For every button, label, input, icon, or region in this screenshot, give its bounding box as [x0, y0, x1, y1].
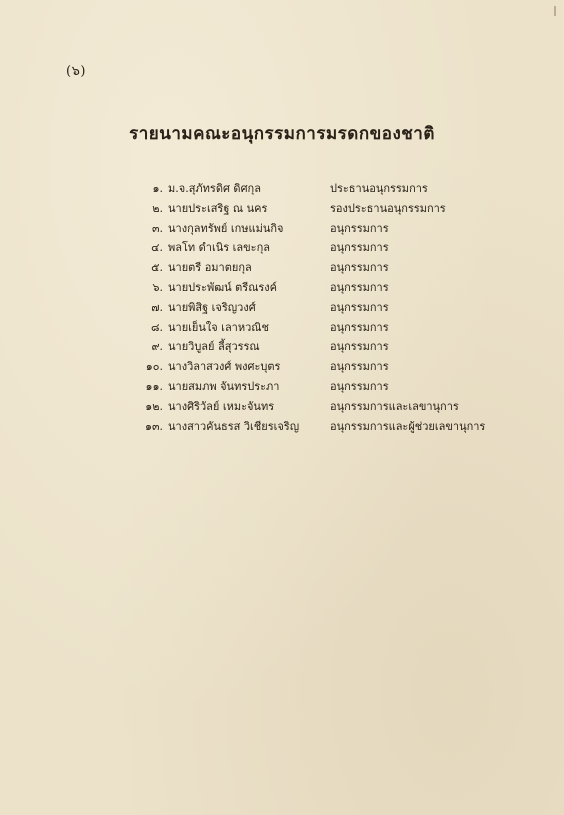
- member-role: อนุกรรมการ: [330, 379, 389, 393]
- member-role: อนุกรรมการ: [330, 221, 389, 235]
- member-name: นายเย็นใจ เลาหวณิช: [168, 320, 269, 334]
- member-role: อนุกรรมการ: [330, 300, 389, 314]
- member-role: อนุกรรมการ: [330, 241, 389, 255]
- member-role: อนุกรรมการและเลขานุการ: [330, 399, 459, 413]
- member-name: นายพิสิฐ เจริญวงศ์: [168, 300, 256, 314]
- member-number: ๑.: [152, 182, 163, 195]
- member-number: ๑๐.: [145, 360, 163, 374]
- member-number: ๕.: [151, 261, 163, 275]
- member-role: อนุกรรมการ: [330, 360, 389, 374]
- member-number: ๖.: [152, 280, 163, 294]
- member-row: [138, 179, 518, 199]
- member-name: นางสาวคันธรส วิเชียรเจริญ: [168, 419, 300, 433]
- member-role: อนุกรรมการและผู้ช่วยเลขานุการ: [330, 419, 486, 433]
- member-number: ๘.: [151, 320, 163, 334]
- member-number: ๓.: [151, 221, 163, 235]
- member-role: ประธานอนุกรรมการ: [330, 182, 428, 195]
- member-name: นางวิลาสวงศ์ พงศะบุตร: [168, 360, 281, 374]
- member-number: ๑๑.: [145, 379, 163, 393]
- member-row: [138, 377, 518, 397]
- member-number: ๗.: [151, 300, 163, 314]
- member-row: [138, 298, 518, 318]
- page-title: รายนามคณะอนุกรรมการมรดกของชาติ: [129, 124, 435, 144]
- member-name: นายสมภพ จันทรประภา: [168, 379, 280, 393]
- member-row: [138, 199, 518, 219]
- member-name: ม.จ.สุภัทรดิศ ดิศกุล: [168, 182, 261, 195]
- edge-mark: [554, 6, 556, 16]
- member-row: [138, 397, 518, 417]
- page-number: (๖): [66, 64, 86, 79]
- member-row: [138, 238, 518, 258]
- member-name: นายประเสริฐ ณ นคร: [168, 201, 268, 215]
- member-name: นายประพัฒน์ ตรีณรงค์: [168, 280, 278, 294]
- member-number: ๑๓.: [145, 419, 163, 433]
- member-name: นางกุลทรัพย์ เกษแม่นกิจ: [168, 221, 284, 235]
- member-role: รองประธานอนุกรรมการ: [330, 201, 446, 215]
- member-row: [138, 258, 518, 278]
- member-list: [138, 179, 518, 436]
- member-role: อนุกรรมการ: [330, 340, 389, 354]
- member-number: ๑๒.: [145, 399, 163, 413]
- member-name: นายตรี อมาตยกุล: [168, 261, 252, 275]
- member-role: อนุกรรมการ: [330, 280, 389, 294]
- member-number: ๙.: [151, 340, 163, 354]
- member-number: ๒.: [152, 201, 163, 215]
- member-row: [138, 318, 518, 338]
- member-row: [138, 357, 518, 377]
- member-name: นางศิริวัลย์ เหมะจันทร: [168, 399, 275, 413]
- member-number: ๔.: [151, 241, 163, 255]
- member-row: [138, 417, 518, 437]
- member-name: นายวิบูลย์ ลี้สุวรรณ: [168, 340, 260, 354]
- member-row: [138, 337, 518, 357]
- member-name: พลโท ดำเนิร เลขะกุล: [168, 241, 270, 255]
- member-role: อนุกรรมการ: [330, 320, 389, 334]
- member-row: [138, 278, 518, 298]
- member-role: อนุกรรมการ: [330, 261, 389, 275]
- member-row: [138, 219, 518, 239]
